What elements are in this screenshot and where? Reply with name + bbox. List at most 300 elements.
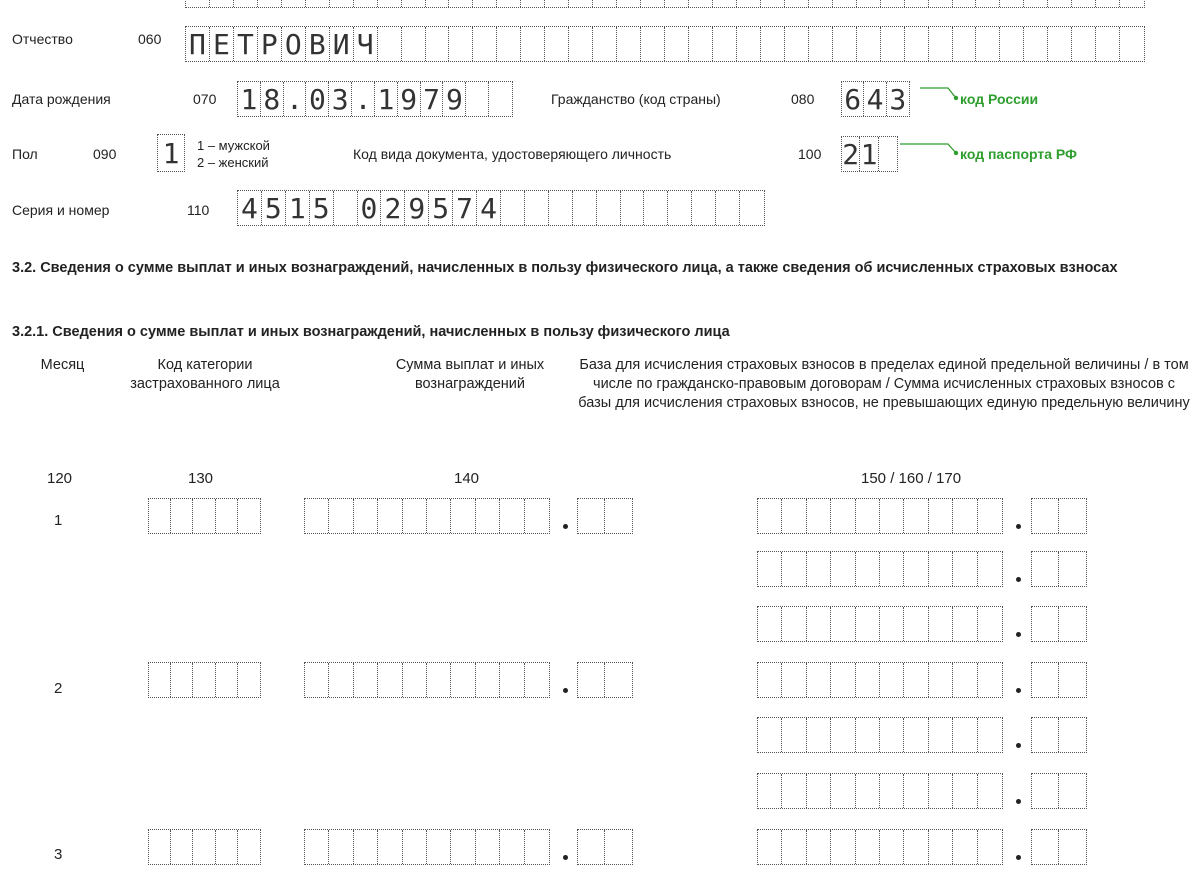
base-sum-input[interactable] (757, 717, 1003, 753)
base-sum-input-cell (758, 774, 782, 808)
surname-cell (402, 0, 426, 7)
base-sum-input-cell (758, 718, 782, 752)
birth-date-cell (489, 82, 512, 116)
payment-sum-input-cell (525, 499, 549, 533)
patronymic-cell: П (186, 27, 210, 61)
birth-date-cell: 7 (421, 82, 444, 116)
series-number-field[interactable] (237, 190, 765, 226)
base-sum-input-cell (831, 774, 855, 808)
surname-cell (473, 0, 497, 7)
surname-cell (1096, 0, 1120, 7)
surname-cell (976, 0, 1000, 7)
patronymic-cell (689, 27, 713, 61)
gender-option-male: 1 – мужской (197, 138, 270, 153)
gender-field[interactable] (157, 134, 185, 172)
birth-date-cell: . (284, 82, 307, 116)
base-sum-input-cell (953, 499, 977, 533)
decimal-point (1016, 855, 1021, 860)
payment-sum-input-cell (427, 663, 451, 697)
payment-sum-input-cell (329, 499, 353, 533)
base-sum-input-cell (807, 774, 831, 808)
base-kopecks-input-cell (1032, 830, 1059, 864)
base-sum-input-cell (856, 499, 880, 533)
base-sum-input-cell (782, 552, 806, 586)
category-code-input-cell (238, 663, 260, 697)
payment-kopecks-input[interactable] (577, 498, 633, 534)
base-sum-input-cell (929, 499, 953, 533)
series-number-label: Серия и номер (12, 202, 110, 218)
birth-date-cell: 3 (329, 82, 352, 116)
gender-label: Пол (12, 146, 38, 162)
surname-cell (761, 0, 785, 7)
series-number-code: 110 (187, 202, 210, 218)
base-sum-input-cell (807, 552, 831, 586)
payment-sum-input-cell (476, 663, 500, 697)
decimal-point (1016, 524, 1021, 529)
category-code-input-cell (216, 830, 238, 864)
base-kopecks-input-cell (1059, 830, 1086, 864)
base-sum-input-cell (929, 718, 953, 752)
patronymic-cell (809, 27, 833, 61)
payment-sum-input-cell (378, 499, 402, 533)
base-sum-input-cell (831, 830, 855, 864)
base-sum-input-cell (880, 718, 904, 752)
decimal-point (563, 524, 568, 529)
section-3-2-title: 3.2. Сведения о сумме выплат и иных вознаграждений, начисленных в пользу физического лица, а также сведения об исчисленных страховых взносах (12, 260, 1118, 276)
payment-sum-input[interactable] (304, 662, 550, 698)
col-sum-header: Сумма выплат и иных вознаграждений (395, 357, 545, 392)
patronymic-cell (665, 27, 689, 61)
doc-type-label: Код вида документа, удостоверяющего личность (353, 146, 672, 162)
base-kopecks-input[interactable] (1031, 829, 1087, 865)
base-sum-input[interactable] (757, 606, 1003, 642)
base-kopecks-input-cell (1059, 607, 1086, 641)
base-sum-input-cell (856, 830, 880, 864)
birth-date-cell: 0 (306, 82, 329, 116)
payment-sum-input-cell (403, 663, 427, 697)
col-base-header: База для исчисления страховых взносов в пределах единой предельной величины / в том числе по гражданско-правовым договорам / Сумма исчисленных страховых взносов с базы для исчисления страховых взносов, не превышающих единую предельную величину (578, 357, 1190, 411)
base-kopecks-input-cell (1032, 552, 1059, 586)
series-number-cell: 9 (405, 191, 429, 225)
payment-sum-input-cell (403, 499, 427, 533)
payment-kopecks-input-cell (605, 663, 632, 697)
base-sum-input-cell (831, 552, 855, 586)
patronymic-cell (737, 27, 761, 61)
citizenship-cell: 6 (842, 82, 864, 116)
surname-cell (1048, 0, 1072, 7)
patronymic-cell (1120, 27, 1144, 61)
base-sum-input-cell (953, 607, 977, 641)
surname-cell (1000, 0, 1024, 7)
surname-cell (617, 0, 641, 7)
patronymic-cell (1000, 27, 1024, 61)
base-sum-input-cell (978, 830, 1002, 864)
series-number-cell (668, 191, 692, 225)
base-sum-input-cell (929, 607, 953, 641)
base-sum-input[interactable] (757, 498, 1003, 534)
citizenship-label: Гражданство (код страны) (551, 91, 721, 107)
category-code-input-cell (238, 499, 260, 533)
series-number-cell (716, 191, 740, 225)
surname-cell (378, 0, 402, 7)
surname-cell (833, 0, 857, 7)
birth-date-code: 070 (193, 91, 217, 107)
payment-sum-input-cell (305, 663, 329, 697)
category-code-input-cell (193, 830, 215, 864)
base-kopecks-input[interactable] (1031, 606, 1087, 642)
surname-cell (186, 0, 210, 7)
patronymic-cell (473, 27, 497, 61)
decimal-point (563, 688, 568, 693)
payment-kopecks-input-cell (578, 499, 605, 533)
base-sum-input-cell (904, 607, 928, 641)
base-sum-input[interactable] (757, 829, 1003, 865)
decimal-point (1016, 632, 1021, 637)
series-number-cell: 5 (262, 191, 286, 225)
payment-sum-input-cell (305, 830, 329, 864)
patronymic-label: Отчество (12, 31, 73, 47)
base-sum-input-cell (807, 718, 831, 752)
citizenship-code: 080 (791, 91, 815, 107)
surname-cell (593, 0, 617, 7)
surname-cell (737, 0, 761, 7)
surname-cell (809, 0, 833, 7)
payment-sum-input-cell (427, 830, 451, 864)
base-sum-input-cell (758, 830, 782, 864)
base-kopecks-input[interactable] (1031, 662, 1087, 698)
patronymic-cell (521, 27, 545, 61)
patronymic-cell (378, 27, 402, 61)
surname-cell (306, 0, 330, 7)
surname-cell (258, 0, 282, 7)
base-sum-input-cell (856, 774, 880, 808)
base-sum-input-cell (807, 499, 831, 533)
patronymic-cell (449, 27, 473, 61)
patronymic-cell (545, 27, 569, 61)
base-sum-input-cell (880, 552, 904, 586)
doc-type-cell: 1 (860, 137, 878, 171)
payment-sum-input-cell (500, 663, 524, 697)
base-sum-input[interactable] (757, 773, 1003, 809)
base-kopecks-input-cell (1032, 499, 1059, 533)
surname-cell (689, 0, 713, 7)
gender-cell: 1 (162, 136, 180, 170)
surname-cell (449, 0, 473, 7)
series-number-cell: 5 (310, 191, 334, 225)
base-sum-input-cell (807, 663, 831, 697)
base-kopecks-input-cell (1032, 718, 1059, 752)
patronymic-cell (426, 27, 450, 61)
base-sum-input[interactable] (757, 662, 1003, 698)
payment-sum-input-cell (476, 499, 500, 533)
doc-type-cell (879, 137, 897, 171)
payment-sum-input-cell (305, 499, 329, 533)
base-sum-input[interactable] (757, 551, 1003, 587)
patronymic-cell (785, 27, 809, 61)
payment-sum-input-cell (451, 499, 475, 533)
payment-kopecks-input[interactable] (577, 662, 633, 698)
base-sum-input-cell (758, 663, 782, 697)
citizenship-cell: 3 (889, 82, 907, 116)
patronymic-cell (617, 27, 641, 61)
payment-sum-input-cell (403, 830, 427, 864)
base-sum-input-cell (929, 830, 953, 864)
surname-cell (521, 0, 545, 7)
base-kopecks-input-cell (1059, 774, 1086, 808)
category-code-input-cell (238, 830, 260, 864)
payment-sum-input-cell (500, 830, 524, 864)
base-kopecks-input-cell (1059, 718, 1086, 752)
category-code-input-cell (171, 499, 193, 533)
surname-cell (497, 0, 521, 7)
citizenship-field[interactable] (841, 81, 910, 117)
patronymic-cell (593, 27, 617, 61)
series-number-cell (597, 191, 621, 225)
patronymic-cell: О (282, 27, 306, 61)
category-code-input-cell (171, 830, 193, 864)
base-sum-input-cell (978, 718, 1002, 752)
base-sum-input-cell (831, 663, 855, 697)
payment-sum-input-cell (329, 663, 353, 697)
birth-date-cell: 9 (443, 82, 466, 116)
gender-option-female: 2 – женский (197, 155, 269, 170)
birth-date-cell: 9 (398, 82, 421, 116)
category-code-input-cell (149, 499, 171, 533)
base-kopecks-input-cell (1059, 499, 1086, 533)
decimal-point (1016, 743, 1021, 748)
base-sum-input-cell (831, 718, 855, 752)
payment-kopecks-input-cell (605, 499, 632, 533)
category-code-input-cell (216, 499, 238, 533)
base-sum-input-cell (782, 663, 806, 697)
payment-sum-input-cell (378, 830, 402, 864)
surname-cell (953, 0, 977, 7)
base-sum-input-cell (807, 830, 831, 864)
category-code-input[interactable] (148, 829, 261, 865)
surname-cell (665, 0, 689, 7)
base-sum-input-cell (831, 607, 855, 641)
birth-date-label: Дата рождения (12, 91, 111, 107)
patronymic-cell: Ч (354, 27, 378, 61)
patronymic-cell (713, 27, 737, 61)
doc-type-field[interactable] (841, 136, 898, 172)
patronymic-cell: Т (234, 27, 258, 61)
citizenship-cell: 4 (864, 82, 886, 116)
patronymic-cell (1024, 27, 1048, 61)
series-number-cell (740, 191, 764, 225)
payment-sum-input-cell (378, 663, 402, 697)
base-sum-input-cell (880, 830, 904, 864)
category-code-input-cell (216, 663, 238, 697)
doc-type-note: код паспорта РФ (960, 146, 1078, 162)
base-sum-input-cell (782, 830, 806, 864)
base-sum-input-cell (758, 607, 782, 641)
surname-cell (330, 0, 354, 7)
base-sum-input-cell (904, 718, 928, 752)
series-number-cell: 7 (453, 191, 477, 225)
base-sum-input-cell (856, 718, 880, 752)
base-kopecks-input[interactable] (1031, 773, 1087, 809)
section-3-2-1-title: 3.2.1. Сведения о сумме выплат и иных вознаграждений, начисленных в пользу физического лица (12, 324, 730, 340)
surname-cell (1072, 0, 1096, 7)
payment-sum-input-cell (354, 830, 378, 864)
base-kopecks-input-cell (1032, 774, 1059, 808)
base-sum-input-cell (782, 718, 806, 752)
category-code-input[interactable] (148, 498, 261, 534)
base-sum-input-cell (978, 499, 1002, 533)
payment-sum-input-cell (427, 499, 451, 533)
base-sum-input-cell (978, 774, 1002, 808)
birth-date-field[interactable] (237, 81, 513, 117)
series-number-cell: 1 (286, 191, 310, 225)
decimal-point (563, 855, 568, 860)
surname-cell (857, 0, 881, 7)
col-month-code: 120 (47, 470, 73, 487)
base-sum-input-cell (880, 663, 904, 697)
col-month-header: Месяц (40, 357, 85, 373)
base-kopecks-input[interactable] (1031, 717, 1087, 753)
series-number-cell (621, 191, 645, 225)
series-number-cell (501, 191, 525, 225)
base-sum-input-cell (782, 499, 806, 533)
patronymic-cell (857, 27, 881, 61)
base-sum-input-cell (929, 774, 953, 808)
payment-sum-input-cell (354, 663, 378, 697)
base-sum-input-cell (904, 830, 928, 864)
surname-cell (234, 0, 258, 7)
payment-kopecks-input-cell (578, 663, 605, 697)
base-sum-input-cell (880, 774, 904, 808)
payment-sum-input-cell (476, 830, 500, 864)
payment-sum-input-cell (451, 663, 475, 697)
payment-sum-input-cell (525, 663, 549, 697)
surname-cell (881, 0, 905, 7)
base-sum-input-cell (953, 718, 977, 752)
surname-cell (354, 0, 378, 7)
doc-type-code: 100 (798, 146, 822, 162)
category-code-input-cell (171, 663, 193, 697)
base-sum-input-cell (978, 663, 1002, 697)
base-kopecks-input[interactable] (1031, 551, 1087, 587)
payment-kopecks-input[interactable] (577, 829, 633, 865)
birth-date-cell: 8 (261, 82, 284, 116)
category-code-input[interactable] (148, 662, 261, 698)
surname-cell (785, 0, 809, 7)
surname-cell (282, 0, 306, 7)
base-kopecks-input-cell (1032, 663, 1059, 697)
patronymic-cell (833, 27, 857, 61)
series-number-cell: 4 (477, 191, 501, 225)
base-sum-input-cell (856, 552, 880, 586)
payment-sum-input-cell (451, 830, 475, 864)
surname-cell (210, 0, 234, 7)
surname-cell (569, 0, 593, 7)
series-number-cell: 5 (429, 191, 453, 225)
patronymic-cell (1072, 27, 1096, 61)
base-sum-input-cell (978, 552, 1002, 586)
surname-cell (1120, 0, 1144, 7)
base-sum-input-cell (782, 774, 806, 808)
surname-cells[interactable] (185, 0, 1145, 8)
series-number-cell (644, 191, 668, 225)
base-sum-input-cell (953, 663, 977, 697)
citizenship-note-arrow (918, 85, 960, 105)
series-number-cell: 0 (358, 191, 382, 225)
base-sum-input-cell (953, 774, 977, 808)
payment-sum-input[interactable] (304, 498, 550, 534)
base-sum-input-cell (929, 552, 953, 586)
patronymic-cell (905, 27, 929, 61)
surname-cell (929, 0, 953, 7)
base-sum-input-cell (831, 499, 855, 533)
patronymic-cell (402, 27, 426, 61)
series-number-cell (549, 191, 573, 225)
month-3-label: 3 (54, 846, 63, 863)
base-sum-input-cell (953, 552, 977, 586)
base-sum-input-cell (953, 830, 977, 864)
series-number-cell: 4 (238, 191, 262, 225)
patronymic-cell: Р (258, 27, 282, 61)
decimal-point (1016, 577, 1021, 582)
doc-type-note-arrow (898, 141, 960, 161)
payment-sum-input-cell (525, 830, 549, 864)
surname-cell (905, 0, 929, 7)
series-number-cell (573, 191, 597, 225)
base-sum-input-cell (856, 607, 880, 641)
payment-sum-input-cell (329, 830, 353, 864)
col-sum-code: 140 (454, 470, 480, 487)
col-base-code: 150 / 160 / 170 (861, 470, 962, 487)
patronymic-cell (761, 27, 785, 61)
doc-type-cell: 2 (842, 137, 860, 171)
payment-sum-input-cell (354, 499, 378, 533)
category-code-input-cell (149, 830, 171, 864)
base-sum-input-cell (929, 663, 953, 697)
series-number-cell (692, 191, 716, 225)
payment-kopecks-input-cell (578, 830, 605, 864)
decimal-point (1016, 799, 1021, 804)
payment-kopecks-input-cell (605, 830, 632, 864)
category-code-input-cell (193, 499, 215, 533)
base-sum-input-cell (904, 552, 928, 586)
base-sum-input-cell (856, 663, 880, 697)
base-kopecks-input-cell (1059, 552, 1086, 586)
category-code-input-cell (149, 663, 171, 697)
base-kopecks-input-cell (1032, 607, 1059, 641)
patronymic-cell (881, 27, 905, 61)
base-sum-input-cell (880, 607, 904, 641)
payment-sum-input[interactable] (304, 829, 550, 865)
surname-cell (426, 0, 450, 7)
patronymic-cell: И (330, 27, 354, 61)
base-sum-input-cell (978, 607, 1002, 641)
patronymic-cell (976, 27, 1000, 61)
birth-date-cell: . (352, 82, 375, 116)
category-code-input-cell (193, 663, 215, 697)
surname-cell (713, 0, 737, 7)
citizenship-note: код России (960, 91, 1039, 107)
patronymic-cell (1048, 27, 1072, 61)
month-2-label: 2 (54, 680, 63, 697)
patronymic-cell (953, 27, 977, 61)
series-number-cell (525, 191, 549, 225)
patronymic-field[interactable] (185, 26, 1145, 62)
base-sum-input-cell (904, 499, 928, 533)
base-kopecks-input[interactable] (1031, 498, 1087, 534)
patronymic-cell (1096, 27, 1120, 61)
patronymic-cell: Е (210, 27, 234, 61)
birth-date-cell (466, 82, 489, 116)
